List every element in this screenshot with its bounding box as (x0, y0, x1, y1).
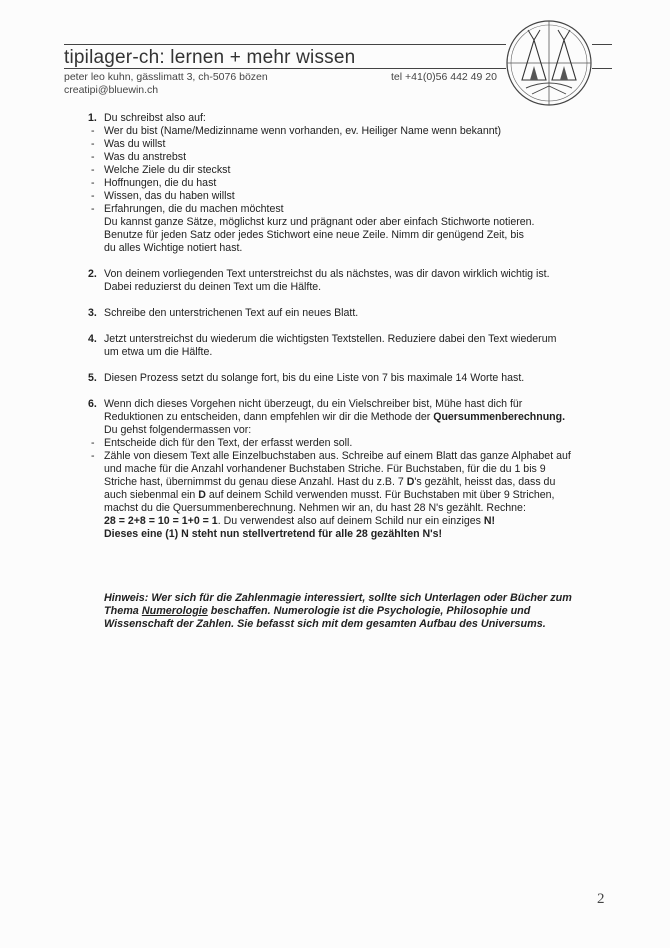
section-text (104, 515, 495, 528)
hint-line (104, 605, 584, 618)
section-number: 5. (88, 372, 97, 384)
section-text: Du gehst folgendermassen vor: (104, 424, 252, 436)
text-span: auch siebenmal ein (104, 489, 199, 501)
list-item: Hoffnungen, die du hast (104, 177, 217, 189)
section-text: Du kannst ganze Sätze, möglichst kurz und prägnant oder aber einfach Stichworte notieren. (104, 216, 535, 228)
header-rule-middle (64, 68, 506, 69)
list-bullet: - (91, 190, 95, 202)
section-text: Dabei reduzierst du deinen Text um die Hälfte. (104, 281, 322, 293)
section-number: 3. (88, 307, 97, 319)
text-span: . Du verwendest also auf deinem Schild nur ein einziges (217, 515, 484, 527)
list-bullet: - (91, 450, 95, 462)
text-span: 's gezählt, heisst das, dass du (414, 476, 556, 488)
list-item: Wer du bist (Name/Medizinname wenn vorhanden, ev. Heiliger Name wenn bekannt) (104, 125, 502, 137)
text-span: Striche hast, übernimmst du genau diese Anzahl. Hast du z.B. 7 (104, 476, 407, 488)
emphasis: Quersummenberechnung. (433, 411, 566, 423)
hint-line: Hinweis: Wer sich für die Zahlenmagie interessiert, sollte sich Unterlagen oder Bücher zum (104, 592, 572, 604)
letterhead-phone: tel +41(0)56 442 49 20 (391, 71, 497, 83)
hint-line: Wissenschaft der Zahlen. Sie befasst sich mit dem gesamten Aufbau des Universums. (104, 618, 546, 630)
section-text: Du schreibst also auf: (104, 112, 206, 124)
list-bullet: - (91, 138, 95, 150)
section-text: Benutze für jeden Satz oder jedes Stichwort eine neue Zeile. Nimm dir genügend Zeit, bis (104, 229, 524, 241)
section-number: 6. (88, 398, 97, 410)
header-rule-top (64, 44, 506, 45)
section-number: 4. (88, 333, 97, 345)
section-text: Jetzt unterstreichst du wiederum die wichtigsten Textstellen. Reduziere dabei den Text wiederum (104, 333, 557, 345)
list-item: Wissen, das du haben willst (104, 190, 235, 202)
section-text: du alles Wichtige notiert hast. (104, 242, 243, 254)
text-span: beschaffen. Numerologie ist die Psychologie, Philosophie und (207, 605, 531, 617)
underlined-term: Numerologie (141, 605, 208, 617)
section-number: 2. (88, 268, 97, 280)
header-rule-middle-right (592, 68, 612, 69)
list-item: Erfahrungen, die du machen möchtest (104, 203, 284, 215)
list-bullet: - (91, 164, 95, 176)
section-text: Schreibe den unterstrichenen Text auf ein neues Blatt. (104, 307, 359, 319)
list-bullet: - (91, 203, 95, 215)
emphasis: 28 = 2+8 = 10 = 1+0 = 1 (104, 515, 218, 527)
section-text (104, 489, 554, 502)
list-item: Was du anstrebst (104, 151, 187, 163)
section-number: 1. (88, 112, 97, 124)
list-item: Welche Ziele du dir steckst (104, 164, 231, 176)
list-item: Zähle von diesem Text alle Einzelbuchstaben aus. Schreibe auf einem Blatt das ganze Alphabet auf (104, 450, 571, 462)
emphasis: D (198, 489, 206, 501)
letterhead-email: creatipi@bluewin.ch (64, 84, 159, 96)
letterhead-title: tipilager-ch: lernen + mehr wissen (64, 47, 356, 68)
emphasis: N! (483, 515, 496, 527)
emphasis: D (406, 476, 415, 488)
letterhead-address: peter leo kuhn, gässlimatt 3, ch-5076 bözen (64, 71, 268, 83)
text-span: Reduktionen zu entscheiden, dann empfehlen wir dir die Methode der (104, 411, 434, 423)
section-text: Von deinem vorliegenden Text unterstreichst du als nächstes, was dir davon wirklich wichtig ist. (104, 268, 550, 280)
section-text: und mache für die Anzahl vorhandener Buchstaben Striche. Für Buchstaben, für die du 1 bis 9 (104, 463, 546, 475)
list-bullet: - (91, 125, 95, 137)
tipi-logo-icon (504, 18, 594, 108)
list-bullet: - (91, 151, 95, 163)
section-text: Diesen Prozess setzt du solange fort, bis du eine Liste von 7 bis maximale 14 Worte hast. (104, 372, 525, 384)
hint-paragraph (104, 592, 584, 631)
page-number: 2 (597, 891, 605, 907)
section-text (104, 476, 555, 489)
list-item: Was du willst (104, 138, 166, 150)
list-bullet: - (91, 177, 95, 189)
section-text: um etwa um die Hälfte. (104, 346, 213, 358)
header-rule-top-right (592, 44, 612, 45)
section-text: machst du die Quersummenberechnung. Nehmen wir an, du hast 28 N's gezählt. Rechne: (104, 502, 526, 514)
text-span: auf deinem Schild verwenden musst. Für Buchstaben mit über 9 Strichen, (205, 489, 555, 501)
section-text: Wenn dich dieses Vorgehen nicht überzeugt, du ein Vielschreiber bist, Mühe hast dich für (104, 398, 523, 410)
section-text (104, 411, 565, 424)
list-item: Entscheide dich für den Text, der erfasst werden soll. (104, 437, 353, 449)
text-span: Thema (104, 605, 142, 617)
list-bullet: - (91, 437, 95, 449)
section-text: Dieses eine (1) N steht nun stellvertretend für alle 28 gezählten N's! (104, 528, 443, 540)
